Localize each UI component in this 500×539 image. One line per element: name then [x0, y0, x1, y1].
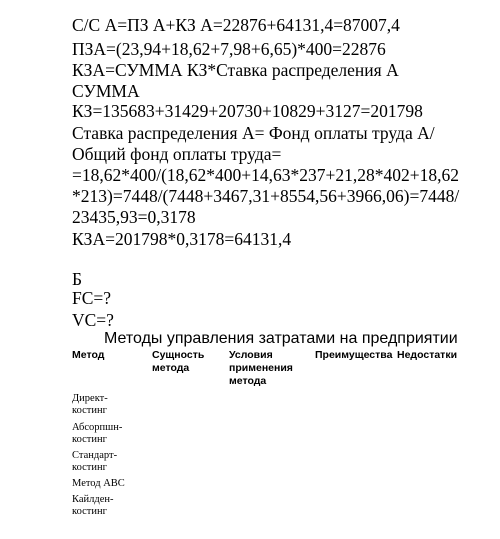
calc-line-1: С/С А=ПЗ А+КЗ А=22876+64131,4=87007,4 — [72, 15, 400, 35]
calc-line-4: СУММА — [72, 81, 140, 101]
method-cell-direct-costing: Директ-костинг — [72, 393, 108, 416]
method-cell-kaizen-costing: Кайлден-костинг — [72, 494, 114, 517]
calc-line-5: КЗ=135683+31429+20730+10829+3127=201798 — [72, 101, 423, 121]
table-header-method: Метод — [72, 349, 105, 361]
part-b-label: Б — [72, 269, 83, 289]
calc-line-7: Общий фонд оплаты труда= — [72, 144, 282, 164]
calc-line-6: Ставка распределения А= Фонд оплаты труда А/ — [72, 123, 435, 143]
table-header-conditions: Условия применения метода — [229, 349, 293, 387]
calc-line-9: *213)=7448/(7448+3467,31+8554,56+3966,06)=7448/ — [72, 186, 460, 206]
method-cell-abc: Метод АВС — [72, 478, 125, 489]
table-header-drawbacks: Недостатки — [397, 349, 458, 361]
calc-line-10: 23435,93=0,3178 — [72, 207, 196, 227]
table-header-essence: Сущность метода — [152, 349, 205, 374]
calc-line-8: =18,62*400/(18,62*400+14,63*237+21,28*402+18,62 — [72, 165, 460, 185]
method-cell-standard-costing: Стандарт-костинг — [72, 450, 118, 473]
fc-question: FC=? — [72, 288, 112, 308]
method-cell-absorption: Абсорпшн-костинг — [72, 422, 123, 445]
calc-line-2: ПЗА=(23,94+18,62+7,98+6,65)*400=22876 — [72, 39, 386, 59]
calc-line-11: КЗА=201798*0,3178=64131,4 — [72, 229, 292, 249]
table-title: Методы управления затратами на предприятии — [104, 330, 458, 347]
vc-question: VC=? — [72, 310, 114, 330]
table-header-advantages: Преимущества — [315, 349, 393, 361]
calc-line-3: КЗА=СУММА КЗ*Ставка распределения А — [72, 60, 399, 80]
